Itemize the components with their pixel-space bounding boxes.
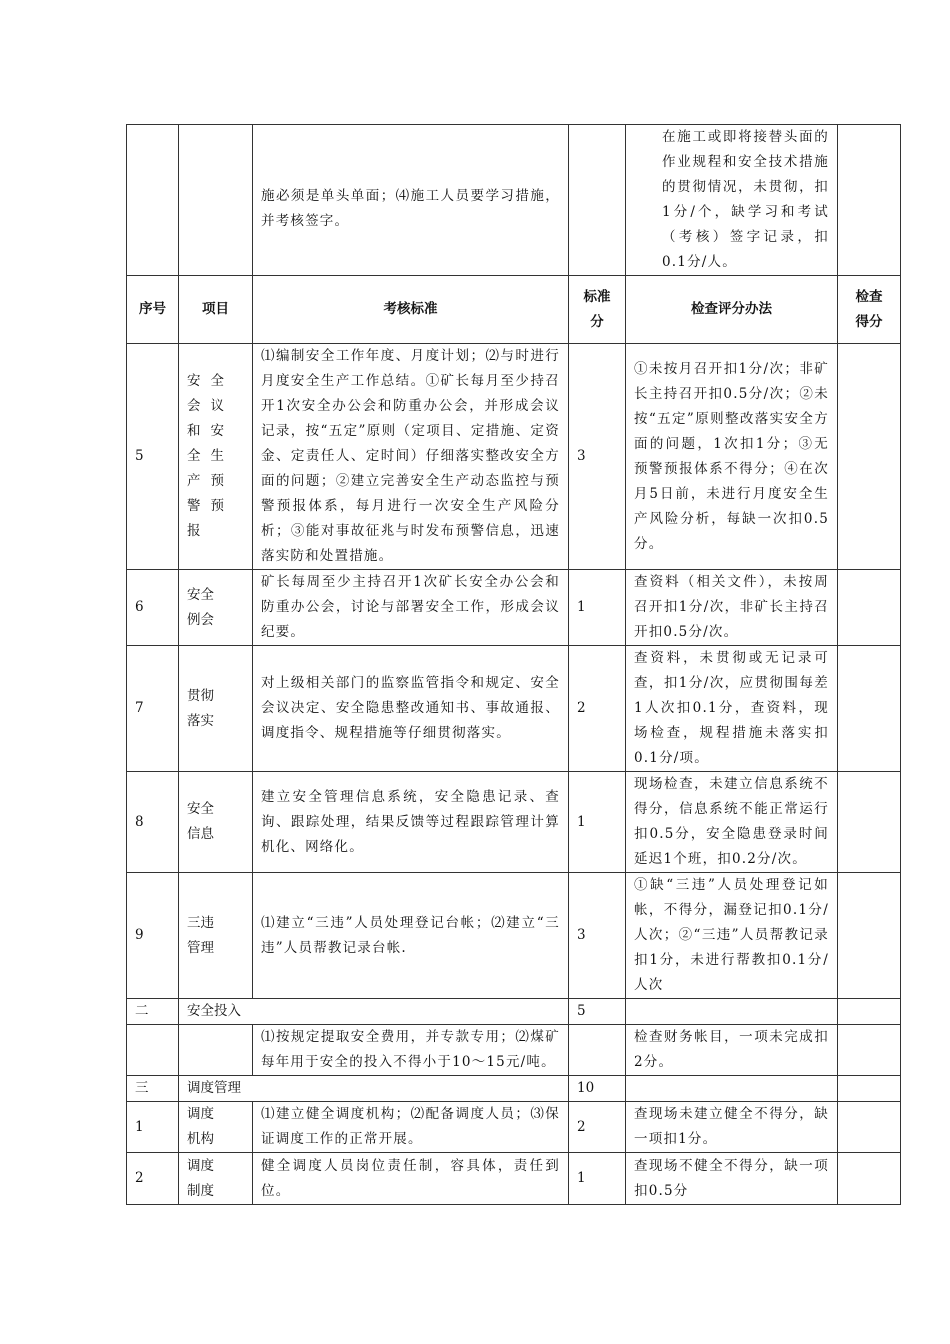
- header-score: 标准 分: [569, 276, 626, 344]
- cont-method-text: 在施工或即将接替头面的作业规程和安全技术措施的贯彻情况，未贯彻，扣1分/个，缺学习和考试（考核）签字记录，扣0.1分/人。: [662, 129, 829, 270]
- row-method: 查现场未建立健全不得分，缺一项扣1分。: [626, 1102, 838, 1153]
- row-no: 7: [127, 646, 179, 772]
- row-score: 1: [569, 1153, 626, 1205]
- table-row: [127, 1102, 901, 1153]
- section-title: 调度管理: [179, 1076, 569, 1102]
- section-no: 三: [127, 1076, 179, 1102]
- cont-no-cell: [127, 125, 179, 276]
- row-standard: 健全调度人员岗位责任制，容具体，责任到位。: [253, 1153, 569, 1205]
- row-item: 调度 制度: [179, 1153, 253, 1205]
- table-header: [127, 276, 901, 344]
- table-row: [127, 1025, 901, 1076]
- row-check: [838, 344, 901, 570]
- table-row: [127, 873, 901, 999]
- section-row: [127, 999, 901, 1025]
- assessment-table: [126, 124, 901, 1205]
- row-standard: ⑴建立“三违”人员处理登记台帐；⑵建立“三违”人员帮教记录台帐.: [253, 873, 569, 999]
- row-score: 1: [569, 772, 626, 873]
- row-item: 安全 例会: [179, 570, 253, 646]
- row-standard: 矿长每周至少主持召开1次矿长安全办公会和防重办公会，讨论与部署安全工作，形成会议纪要。: [253, 570, 569, 646]
- section-score: 5: [569, 999, 626, 1025]
- row-check: [838, 1102, 901, 1153]
- row-no: [127, 1025, 179, 1076]
- header-check: 检查 得分: [838, 276, 901, 344]
- cont-check-cell: [838, 125, 901, 276]
- table-row: [127, 646, 901, 772]
- row-method: 查资料，未贯彻或无记录可查，扣1分/次，应贯彻围每差1人次扣0.1分，查资料，现场检查，规程措施未落实扣0.1分/项。: [626, 646, 838, 772]
- row-check: [838, 570, 901, 646]
- row-method: 现场检查，未建立信息系统不得分，信息系统不能正常运行扣0.5分，安全隐患登录时间延迟1个班，扣0.2分/次。: [626, 772, 838, 873]
- table-row: [127, 570, 901, 646]
- row-standard: ⑴按规定提取安全费用，并专款专用；⑵煤矿每年用于安全的投入不得小于10～15元/吨。: [253, 1025, 569, 1076]
- row-method: ①未按月召开扣1分/次；非矿长主持召开扣0.5分/次；②未按“五定”原则整改落实安全方面的问题，1次扣1分；③无预警预报体系不得分；④在次月5日前，未进行月度安全生产风险分析，每缺一次扣0.5分。: [626, 344, 838, 570]
- row-standard: ⑴编制安全工作年度、月度计划；⑵与时进行月度安全生产工作总结。①矿长每月至少持召开1次安全办公会和防重办公会，并形成会议记录，按“五定”原则（定项目、定措施、定资金、定责任人、定时间）仔细落实整改安全方面的问题；②建立完善安全生产动态监控与预警预报体系，每月进行一次安全生产风险分析；③能对事故征兆与时发布预警信息，迅速落实防和处置措施。: [253, 344, 569, 570]
- header-method: 检查评分办法: [626, 276, 838, 344]
- section-title: 安全投入: [179, 999, 569, 1025]
- table-row: [127, 1153, 901, 1205]
- row-no: 8: [127, 772, 179, 873]
- header-item: 项目: [179, 276, 253, 344]
- row-no: 1: [127, 1102, 179, 1153]
- header-no: 序号: [127, 276, 179, 344]
- row-check: [838, 1153, 901, 1205]
- row-check: [838, 772, 901, 873]
- section-method: [626, 1076, 838, 1102]
- section-score: 10: [569, 1076, 626, 1102]
- row-check: [838, 1025, 901, 1076]
- row-method: 查现场不健全不得分，缺一项扣0.5分: [626, 1153, 838, 1205]
- row-score: 3: [569, 344, 626, 570]
- cont-standard-text: 施必须是单头单面；⑷施工人员要学习措施，并考核签字。: [261, 188, 560, 229]
- row-standard: 对上级相关部门的监察监管指令和规定、安全会议决定、安全隐患整改通知书、事故通报、调度指令、规程措施等仔细贯彻落实。: [253, 646, 569, 772]
- row-item: 调度 机构: [179, 1102, 253, 1153]
- row-no: 9: [127, 873, 179, 999]
- cont-standard-cell: [253, 125, 569, 276]
- row-item: 贯彻 落实: [179, 646, 253, 772]
- row-check: [838, 873, 901, 999]
- row-item: 安全 信息: [179, 772, 253, 873]
- section-row: [127, 1076, 901, 1102]
- section-check: [838, 999, 901, 1025]
- cont-score-cell: [569, 125, 626, 276]
- row-no: 6: [127, 570, 179, 646]
- row-check: [838, 646, 901, 772]
- row-standard: 建立安全管理信息系统，安全隐患记录、查询、跟踪处理，结果反馈等过程跟踪管理计算机化、网络化。: [253, 772, 569, 873]
- row-method: ①缺“三违”人员处理登记如帐，不得分，漏登记扣0.1分/人次；②“三违”人员帮教记录扣1分，未进行帮教扣0.1分/人次: [626, 873, 838, 999]
- cont-item-cell: [179, 125, 253, 276]
- header-standard: 考核标准: [253, 276, 569, 344]
- section-check: [838, 1076, 901, 1102]
- section-no: 二: [127, 999, 179, 1025]
- row-item: 安全会议和安全生产预警预报: [179, 344, 253, 570]
- row-method: 查资料（相关文件），未按周召开扣1分/次，非矿长主持召开扣0.5分/次。: [626, 570, 838, 646]
- row-standard: ⑴建立健全调度机构；⑵配备调度人员；⑶保证调度工作的正常开展。: [253, 1102, 569, 1153]
- row-score: [569, 1025, 626, 1076]
- row-score: 3: [569, 873, 626, 999]
- row-item: [179, 1025, 253, 1076]
- row-item: 三违 管理: [179, 873, 253, 999]
- row-method: 检查财务帐目，一项未完成扣2分。: [626, 1025, 838, 1076]
- table-row: [127, 344, 901, 570]
- row-no: 5: [127, 344, 179, 570]
- row-no: 2: [127, 1153, 179, 1205]
- section-method: [626, 999, 838, 1025]
- continuation-row: [127, 125, 901, 276]
- row-score: 2: [569, 1102, 626, 1153]
- cont-method-cell: [626, 125, 838, 276]
- table-row: [127, 772, 901, 873]
- row-score: 1: [569, 570, 626, 646]
- row-score: 2: [569, 646, 626, 772]
